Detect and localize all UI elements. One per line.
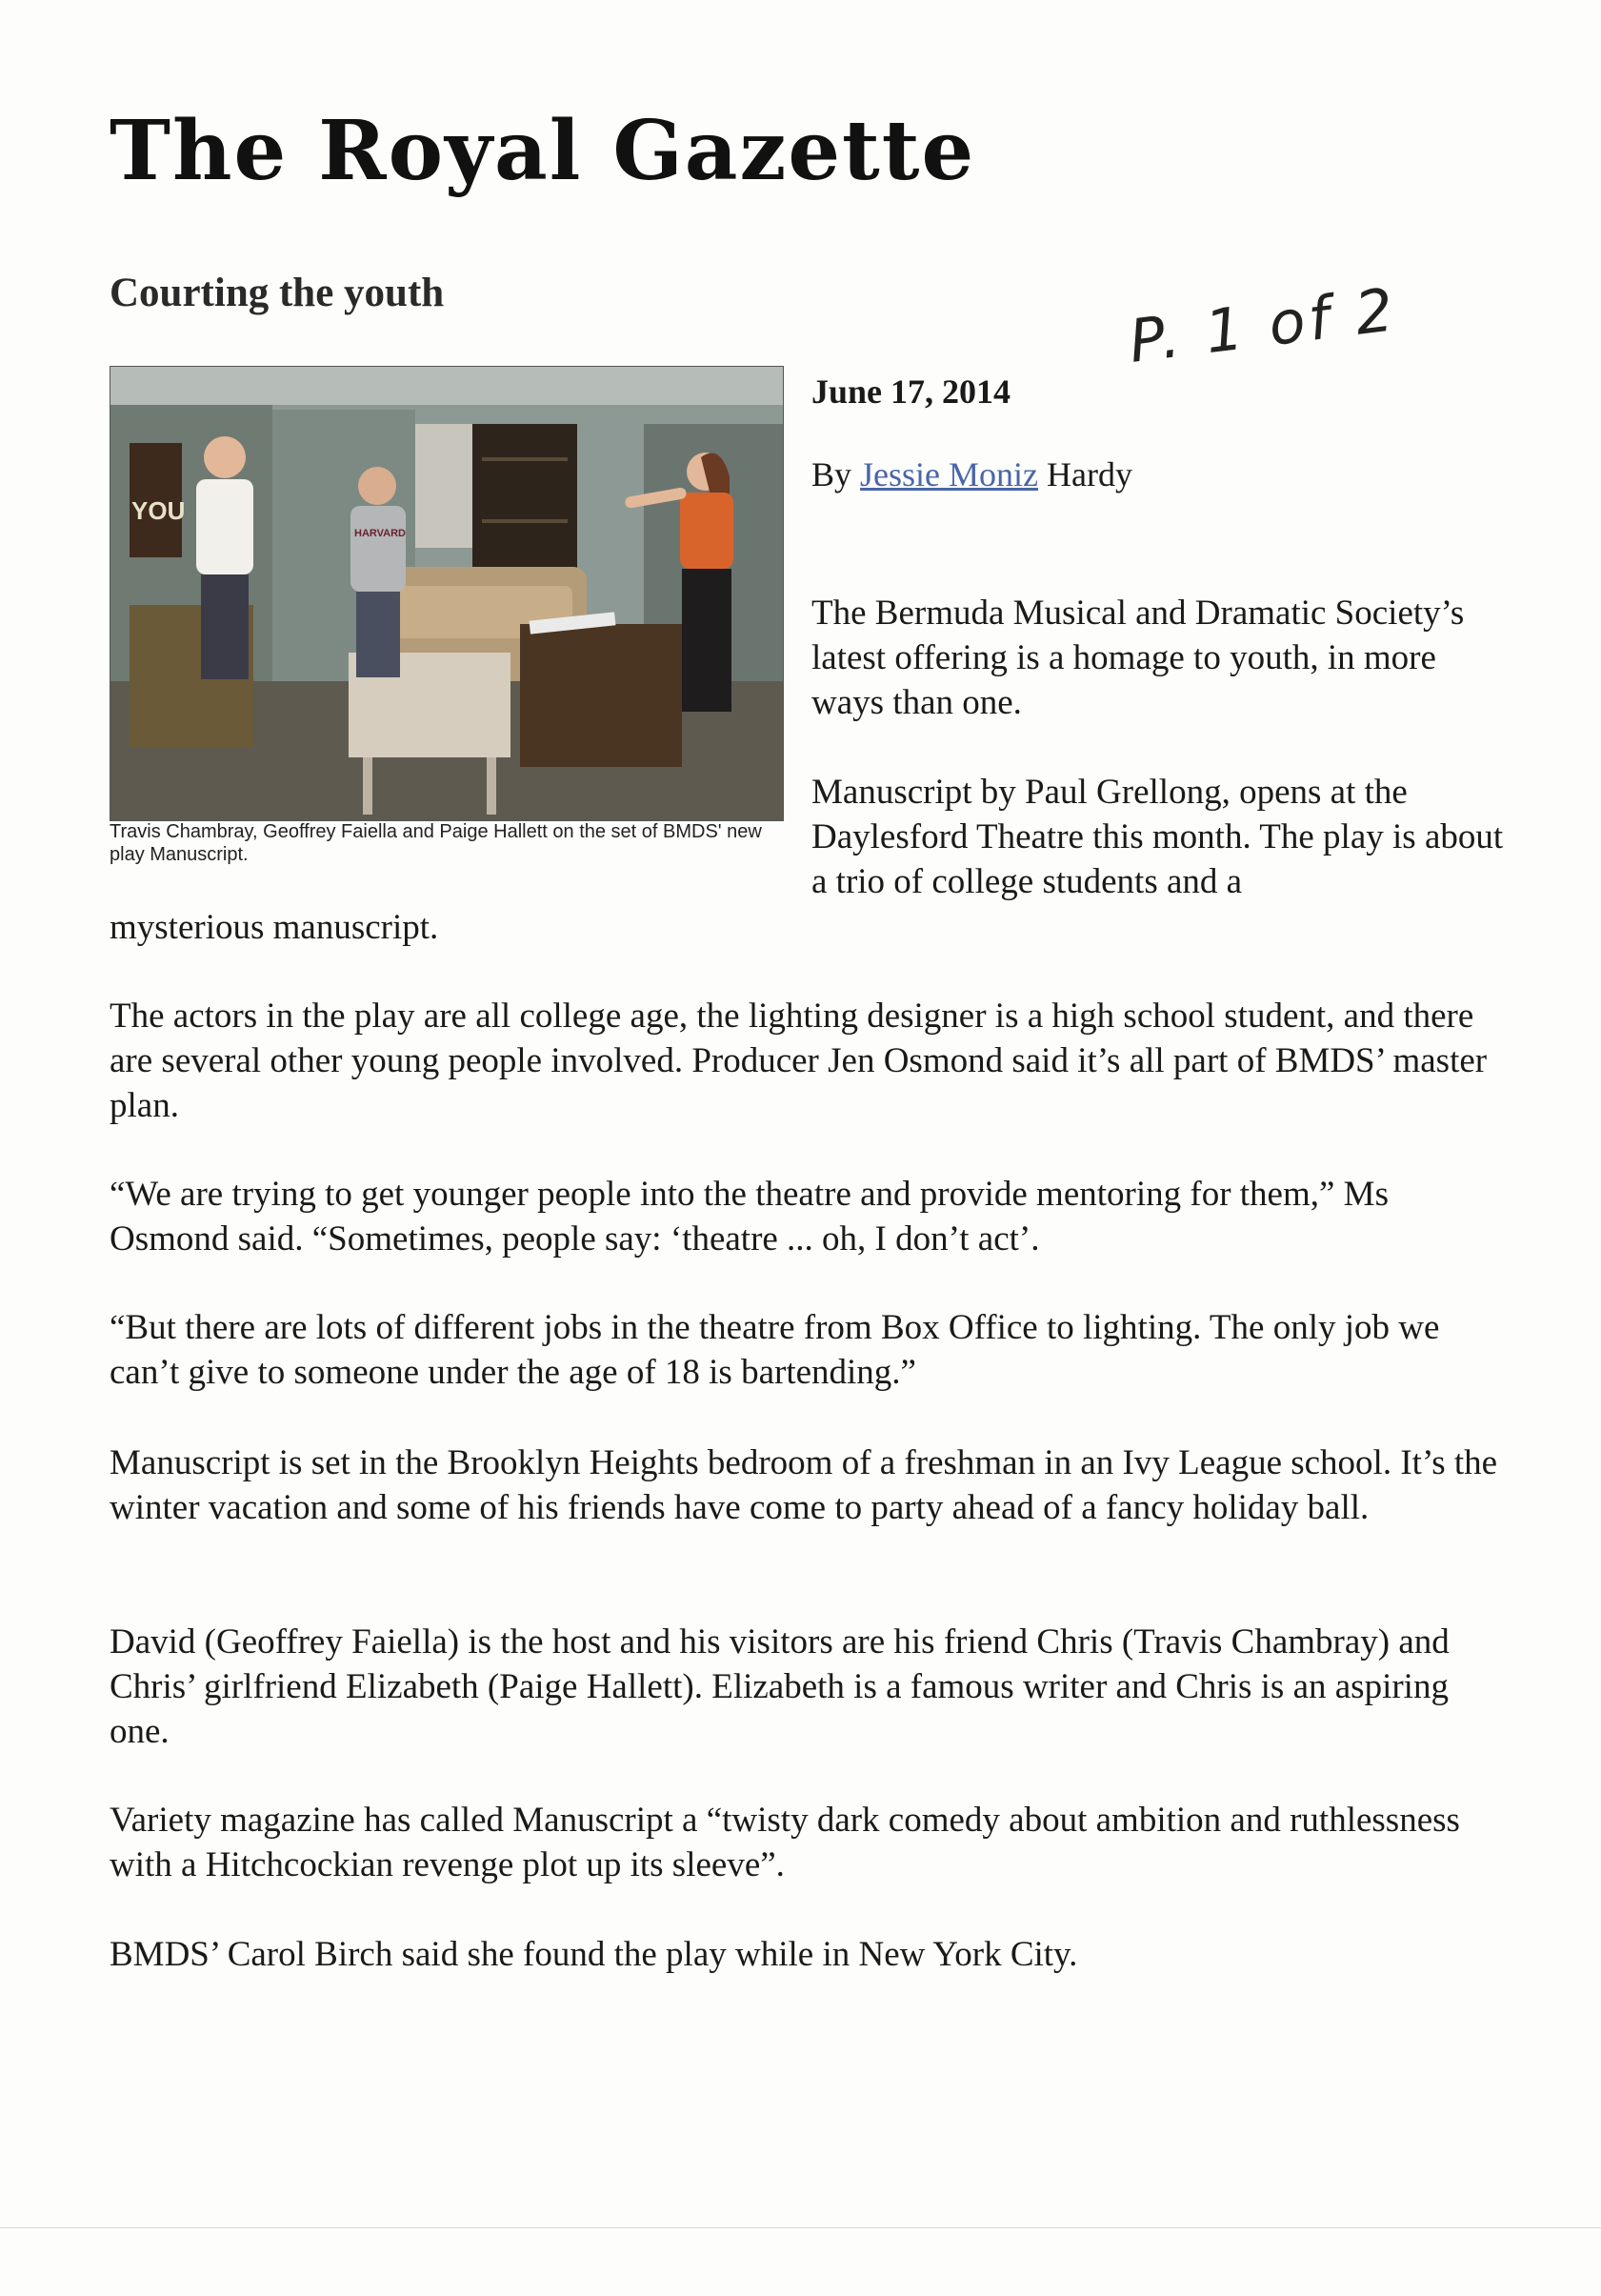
masthead: The Royal Gazette: [110, 103, 976, 199]
poster-text: YOU: [131, 496, 186, 525]
byline-prefix: By: [811, 455, 852, 493]
paragraph-1: The Bermuda Musical and Dramatic Society’s latest offering is a homage to youth, in more ways than one.: [811, 594, 1465, 722]
byline-suffix: Hardy: [1047, 455, 1132, 493]
actor-right: [680, 493, 733, 569]
paragraph-3: The actors in the play are all college age, the lighting designer is a high school student, and there are several other young people involved. Producer Jen Osmond said it’s all part of BMDS’ master plan.: [110, 997, 1488, 1125]
paragraph-5: “But there are lots of different jobs in the theatre from Box Office to lighting. The only job we can’t give to someone under the age of 18 is bartending.”: [110, 1308, 1440, 1392]
paragraph-2-continued: mysterious manuscript.: [110, 908, 439, 947]
paragraph-6: Manuscript is set in the Brooklyn Heights bedroom of a freshman in an Ivy League school. It’s the winter vacation and some of his friends have come to party ahead of a fancy holiday ball.: [110, 1443, 1498, 1527]
paragraph-2: Manuscript by Paul Grellong, opens at the Daylesford Theatre this month. The play is about a trio of college students and a: [811, 773, 1504, 901]
paragraph-4: “We are trying to get younger people into the theatre and provide mentoring for them,” Ms Osmond said. “Sometimes, people say: ‘theatre ... oh, I don’t act’.: [110, 1175, 1389, 1259]
article-headline: Courting the youth: [110, 271, 445, 315]
desk: [520, 624, 682, 767]
actor-middle: [350, 506, 406, 592]
article-photo[interactable]: [110, 366, 784, 821]
byline: [811, 454, 1132, 494]
footer-divider: [0, 2227, 1601, 2228]
author-link[interactable]: Jessie Moniz: [860, 455, 1038, 493]
shirt-text: HARVARD: [354, 528, 406, 539]
actor-left: [196, 479, 253, 574]
handwritten-page-note: P. 1 of 2: [1125, 274, 1401, 376]
stage-scene-illustration: [110, 367, 783, 820]
paragraph-7: David (Geoffrey Faiella) is the host and his visitors are his friend Chris (Travis Chambray) and Chris’ girlfriend Elizabeth (Paige Hallett). Elizabeth is a famous writer and Chris is an aspiring one.: [110, 1622, 1450, 1751]
paragraph-9: BMDS’ Carol Birch said she found the play while in New York City.: [110, 1935, 1078, 1974]
photo-caption: Travis Chambray, Geoffrey Faiella and Paige Hallett on the set of BMDS' new play Manuscript.: [110, 821, 762, 865]
article-date: June 17, 2014: [811, 373, 1011, 411]
paragraph-8: Variety magazine has called Manuscript a “twisty dark comedy about ambition and ruthlessness with a Hitchcockian revenge plot up its sleeve”.: [110, 1801, 1460, 1884]
